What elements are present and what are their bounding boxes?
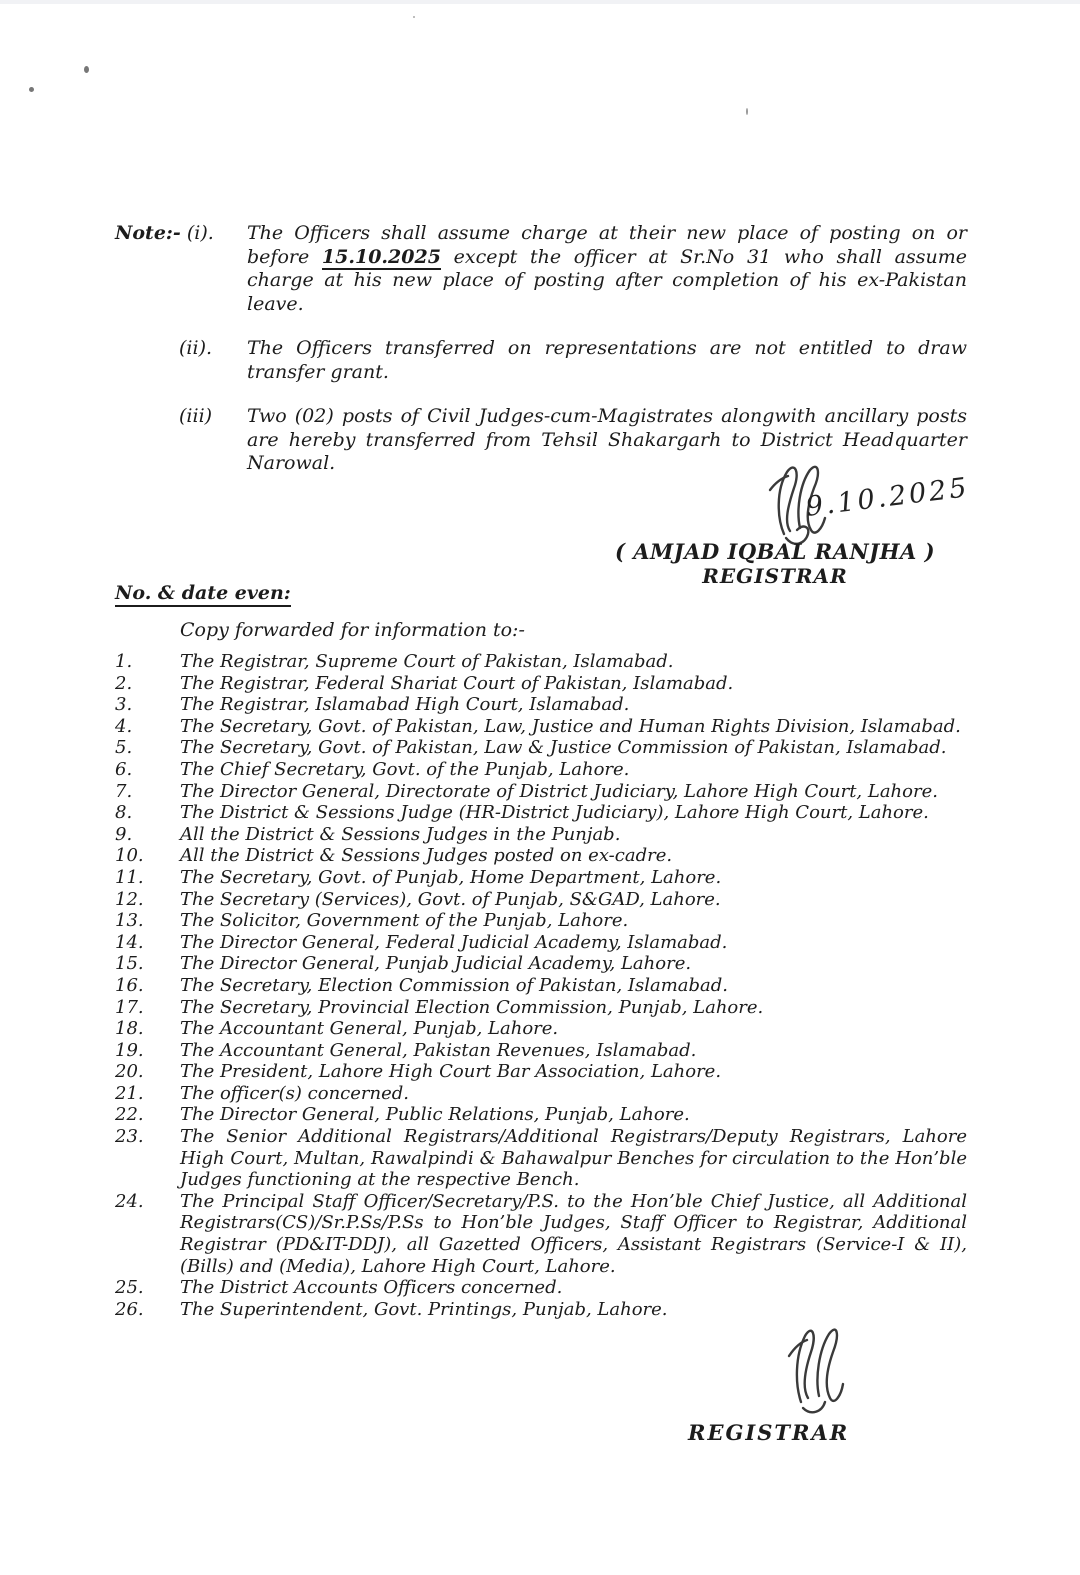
recipient-row — [115, 1018, 967, 1040]
recipient-row — [115, 802, 967, 824]
recipient-row — [115, 824, 967, 846]
recipients-list — [115, 651, 967, 1320]
recipient-row — [115, 651, 967, 673]
recipient-number: 2. — [115, 672, 133, 694]
recipient-row — [115, 1083, 967, 1105]
recipient-row — [115, 694, 967, 716]
recipient-row — [115, 1061, 967, 1083]
note-text: Two (02) posts of Civil Judges-cum-Magistrates alongwith ancillary posts are hereby transferred from Tehsil Shakargarh to District Headquarter Narowal. — [247, 405, 967, 474]
recipient-row — [115, 932, 967, 954]
recipient-row — [115, 1191, 967, 1277]
note-text-after: except the officer at Sr.No 31 who shall assume charge at his new place of posting after completion of his ex-Pakistan leave. — [247, 245, 967, 315]
note-label — [115, 222, 247, 316]
recipient-text: The District Accounts Officers concerned. — [180, 1277, 563, 1299]
recipient-text: The Chief Secretary, Govt. of the Punjab, Lahore. — [180, 758, 630, 780]
scan-speckle — [29, 87, 34, 92]
recipient-number: 24. — [115, 1190, 144, 1212]
signatory-block — [605, 540, 945, 588]
note-heading: Note:- — [115, 222, 181, 244]
recipient-row — [115, 737, 967, 759]
recipient-text: The officer(s) concerned. — [180, 1082, 409, 1104]
recipient-text: The Accountant General, Punjab, Lahore. — [180, 1018, 559, 1040]
recipient-number: 10. — [115, 845, 144, 867]
note-label: (iii) — [179, 405, 213, 427]
recipient-row — [115, 1126, 967, 1191]
recipient-text: All the District & Sessions Judges in the Punjab. — [180, 823, 621, 845]
recipient-text: The Secretary (Services), Govt. of Punjab, S&GAD, Lahore. — [180, 888, 721, 910]
recipient-row — [115, 1040, 967, 1062]
recipient-number: 25. — [115, 1277, 144, 1299]
note-text — [247, 222, 967, 316]
recipient-number: 6. — [115, 758, 133, 780]
recipient-text: The District & Sessions Judge (HR-District Judiciary), Lahore High Court, Lahore. — [180, 802, 929, 824]
recipient-row — [115, 673, 967, 695]
note-text: The Officers transferred on representations are not entitled to draw transfer grant. — [247, 337, 967, 383]
note-index: (i). — [186, 222, 214, 244]
recipient-number: 23. — [115, 1126, 144, 1148]
recipient-row — [115, 997, 967, 1019]
recipient-number: 19. — [115, 1039, 144, 1061]
recipient-text: The Senior Additional Registrars/Additional Registrars/Deputy Registrars, Lahore High Court, Multan, Rawalpindi & Bahawalpur Benches for circulation to the Hon’ble Judges functioning at the respective Bench. — [180, 1126, 967, 1191]
recipient-row — [115, 845, 967, 867]
recipient-number: 4. — [115, 715, 133, 737]
recipient-row — [115, 910, 967, 932]
handwritten-date: 9.10.2025 — [804, 472, 972, 523]
recipient-row — [115, 1277, 967, 1299]
note-text-before: The Officers shall assume charge at their new place of posting on or before — [247, 222, 967, 268]
recipient-number: 26. — [115, 1298, 144, 1320]
notes-section — [115, 222, 967, 497]
recipient-text: All the District & Sessions Judges posted on ex-cadre. — [180, 845, 673, 867]
recipient-text: The Secretary, Govt. of Punjab, Home Department, Lahore. — [180, 866, 722, 888]
recipient-number: 22. — [115, 1104, 144, 1126]
recipient-number: 18. — [115, 1018, 144, 1040]
recipient-text: The Secretary, Govt. of Pakistan, Law, Justice and Human Rights Division, Islamabad. — [180, 715, 961, 737]
recipient-number: 11. — [115, 866, 144, 888]
effective-date: 15.10.2025 — [321, 245, 441, 268]
recipient-row — [115, 889, 967, 911]
registrar-signature-icon — [775, 1322, 860, 1417]
recipient-row — [115, 716, 967, 738]
recipient-text: The Solicitor, Government of the Punjab, Lahore. — [180, 910, 629, 932]
recipient-text: The Principal Staff Officer/Secretary/P.S. to the Hon’ble Chief Justice, all Additional Registrars(CS)/Sr.P.Ss/P.Ss to Hon’ble Judges, Staff Officer to Registrar, Additional Registrar (PD&IT-DDJ), all Gazetted Officers, Assistant Registrars (Service-I & II), (Bills) and (Media), Lahore High Court, Lahore. — [180, 1190, 967, 1277]
recipient-row — [115, 867, 967, 889]
recipient-number: 8. — [115, 802, 133, 824]
recipient-row — [115, 759, 967, 781]
recipient-row — [115, 1299, 967, 1321]
recipient-number: 16. — [115, 974, 144, 996]
recipient-text: The Director General, Directorate of District Judiciary, Lahore High Court, Lahore. — [180, 780, 938, 802]
recipient-number: 12. — [115, 888, 144, 910]
note-item-ii — [115, 337, 967, 384]
recipient-row — [115, 1104, 967, 1126]
note-label: (ii). — [179, 337, 213, 359]
scan-speckle — [413, 16, 415, 18]
note-item-i — [115, 222, 967, 316]
recipient-row — [115, 953, 967, 975]
recipient-text: The Secretary, Govt. of Pakistan, Law & Justice Commission of Pakistan, Islamabad. — [180, 737, 947, 759]
recipient-number: 5. — [115, 737, 133, 759]
recipient-text: The Registrar, Federal Shariat Court of Pakistan, Islamabad. — [180, 672, 734, 694]
recipient-text: The Director General, Punjab Judicial Academy, Lahore. — [180, 953, 692, 975]
recipient-text: The Registrar, Supreme Court of Pakistan, Islamabad. — [180, 651, 674, 672]
signatory-title: REGISTRAR — [702, 564, 848, 588]
recipient-text: The Accountant General, Pakistan Revenues, Islamabad. — [180, 1039, 697, 1061]
recipient-text: The Secretary, Election Commission of Pakistan, Islamabad. — [180, 974, 729, 996]
scan-edge-band — [0, 0, 1080, 4]
recipient-number: 1. — [115, 651, 133, 672]
recipient-text: The Director General, Public Relations, Punjab, Lahore. — [180, 1104, 690, 1126]
recipient-number: 9. — [115, 823, 133, 845]
footer-registrar-title: REGISTRAR — [688, 1420, 850, 1445]
recipient-number: 7. — [115, 780, 133, 802]
recipient-number: 17. — [115, 996, 144, 1018]
recipient-number: 21. — [115, 1082, 144, 1104]
recipient-text: The Registrar, Islamabad High Court, Islamabad. — [180, 694, 630, 716]
recipient-text: The Director General, Federal Judicial Academy, Islamabad. — [180, 931, 728, 953]
recipient-text: The Superintendent, Govt. Printings, Punjab, Lahore. — [180, 1298, 668, 1320]
forward-heading: Copy forwarded for information to:- — [180, 619, 525, 641]
recipient-number: 15. — [115, 953, 144, 975]
recipient-number: 14. — [115, 931, 144, 953]
recipient-number: 20. — [115, 1061, 144, 1083]
reference-heading: No. & date even: — [115, 582, 291, 607]
recipient-text: The President, Lahore High Court Bar Association, Lahore. — [180, 1061, 722, 1083]
scan-speckle — [746, 108, 748, 115]
recipient-text: The Secretary, Provincial Election Commission, Punjab, Lahore. — [180, 996, 764, 1018]
recipient-number: 3. — [115, 694, 133, 716]
scan-speckle — [84, 66, 89, 73]
signatory-name: ( AMJAD IQBAL RANJHA ) — [614, 539, 936, 564]
recipient-number: 13. — [115, 910, 144, 932]
recipient-row — [115, 781, 967, 803]
recipient-row — [115, 975, 967, 997]
